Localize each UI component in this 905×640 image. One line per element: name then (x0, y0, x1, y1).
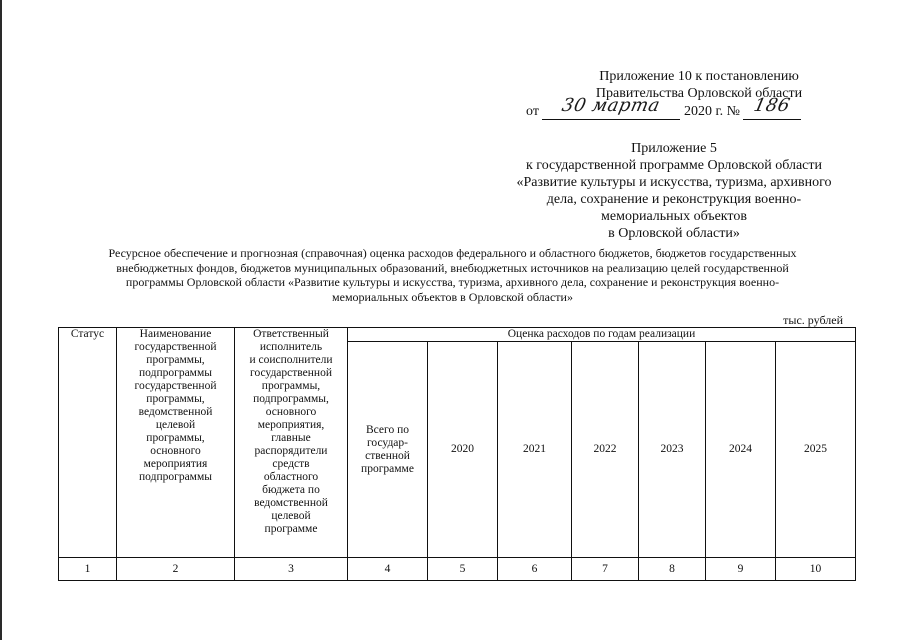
header-estimate-group-text: Оценка расходов по годам реализации (507, 328, 696, 340)
header-name (117, 328, 235, 558)
header-year: 2024 (706, 342, 776, 558)
column-number: 2 (117, 558, 235, 581)
header-estimate-group (348, 328, 856, 342)
table-header-row (59, 328, 856, 342)
column-number: 9 (706, 558, 776, 581)
header-status-text: Статус (70, 328, 105, 340)
appendix-5-block (488, 140, 860, 242)
appendix-5-line: «Развитие культуры и искусства, туризма, архивного (516, 175, 832, 190)
column-number: 3 (235, 558, 348, 581)
appendix-5-line: мемориальных объектов (601, 209, 747, 224)
heading-line: мемориальных объектов в Орловской области» (332, 289, 573, 304)
column-number-row (59, 558, 856, 581)
header-total-text: Всего по государ- ственной программе (361, 423, 414, 475)
appendix-10-block (520, 68, 830, 120)
appendix-10-date-line (520, 95, 830, 120)
scan-left-edge (0, 0, 2, 640)
column-number: 6 (498, 558, 572, 581)
handwritten-date: 30 марта (560, 95, 663, 116)
header-year: 2023 (639, 342, 706, 558)
header-year: 2025 (776, 342, 856, 558)
appendix-5-line: дела, сохранение и реконструкция военно- (546, 192, 802, 207)
date-blank (542, 95, 680, 120)
appendix-5-line: к государственной программе Орловской области (526, 158, 822, 173)
header-name-text: Наименование государственной программы, подпрограммы государственной программы, ведомственной целевой программы, основного мероприятия подпрограммы (134, 328, 217, 483)
header-status (59, 328, 117, 558)
header-responsible-text: Ответственный исполнитель и соисполнители государственной программы, подпрограммы, основного мероприятия, главные распорядители средств областного бюджета по ведомственной целевой программе (249, 328, 333, 535)
header-responsible (235, 328, 348, 558)
appendix-5-line: в Орловской области» (608, 226, 740, 241)
header-total (348, 342, 428, 558)
appendix-5-line: Приложение 5 (631, 141, 717, 156)
heading-line: Ресурсное обеспечение и прогнозная (справочная) оценка расходов федерального и областного бюджетов, бюджетов государственных (108, 246, 797, 260)
heading-line: внебюджетных фондов, бюджетов муниципальных образований, внебюджетных источников на реализацию целей государственной (116, 260, 789, 275)
appendix-10-government: Правительства Орловской области (595, 86, 803, 101)
header-year: 2021 (498, 342, 572, 558)
budget-table (58, 327, 856, 581)
handwritten-number: 186 (752, 95, 793, 116)
year-number-label: 2020 г. № (683, 104, 740, 119)
column-number: 1 (59, 558, 117, 581)
column-number: 4 (348, 558, 428, 581)
number-blank (743, 95, 801, 120)
heading-line: программы Орловской области «Развитие культуры и искусства, туризма, архивного дела, сохранение и реконструкция военно- (125, 275, 780, 289)
from-label: от (526, 104, 539, 119)
column-number: 7 (572, 558, 639, 581)
header-year: 2020 (428, 342, 498, 558)
units-label: тыс. рублей (783, 313, 843, 327)
column-number: 8 (639, 558, 706, 581)
column-number: 5 (428, 558, 498, 581)
appendix-10-title: Приложение 10 к постановлению (599, 69, 799, 84)
document-heading (60, 246, 845, 304)
header-year: 2022 (572, 342, 639, 558)
column-number: 10 (776, 558, 856, 581)
